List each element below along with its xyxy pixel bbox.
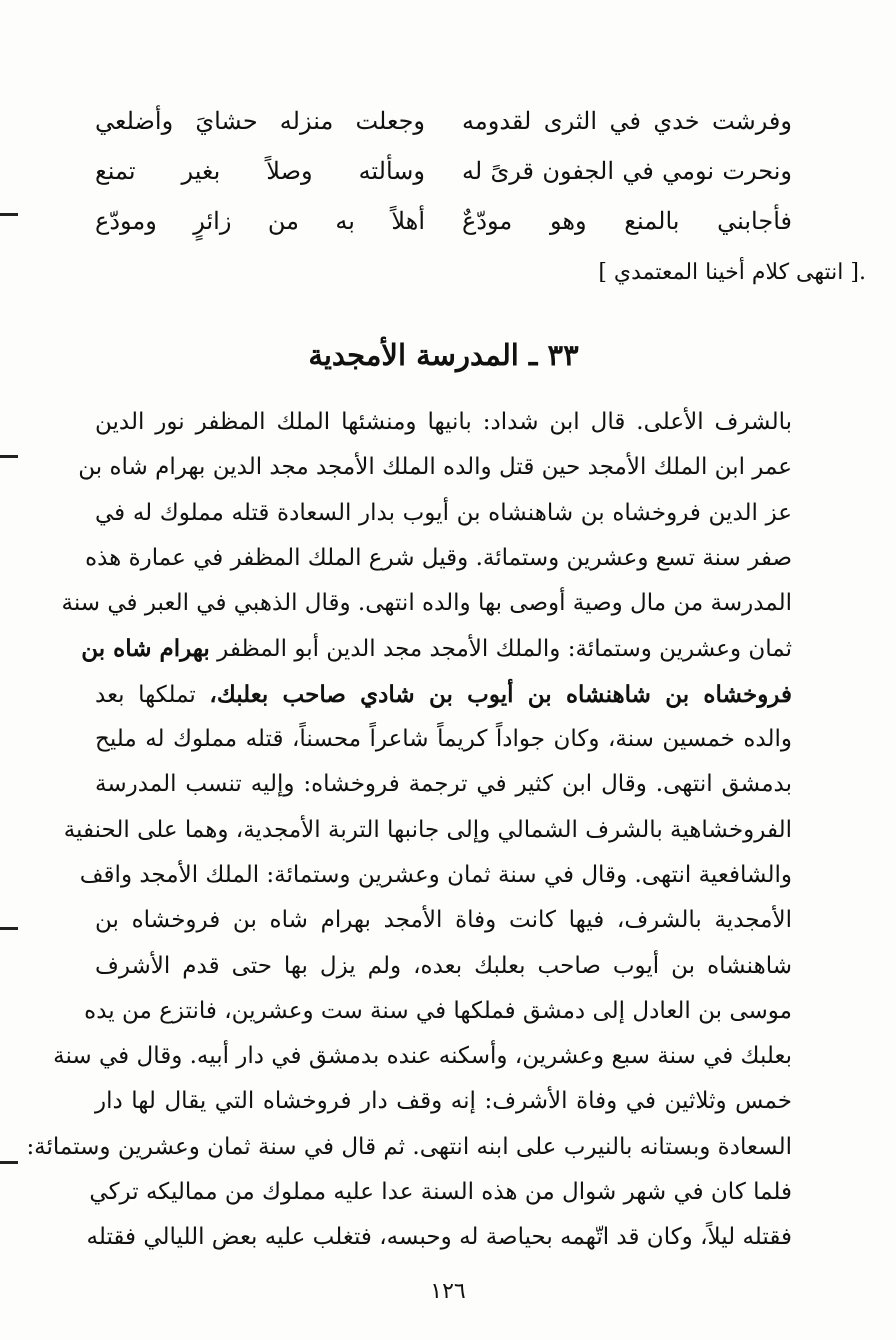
text-line — [95, 400, 792, 445]
text-segment: بعلبك في سنة سبع وعشرين، وأسكنه عنده بدمشق في دار أبيه. وقال في سنة — [53, 1043, 792, 1070]
edge-mark — [0, 1161, 18, 1164]
text-segment: خمس وثلاثين في وفاة الأشرف: إنه وقف دار فروخشاه التي يقال لها دار — [95, 1088, 792, 1115]
verse-line — [95, 196, 792, 246]
text-line — [85, 536, 792, 581]
page-number: ١٢٦ — [430, 1279, 466, 1304]
bold-text-segment: فروخشاه بن شاهنشاه بن أيوب بن شادي صاحب بعلبك، — [209, 680, 792, 708]
section-heading: ٣٣ ـ المدرسة الأمجدية — [308, 338, 579, 372]
text-line — [95, 762, 792, 807]
verse-line — [95, 96, 792, 146]
text-segment: عمر ابن الملك الأمجد حين قتل والده الملك الأمجد مجد الدين بهرام شاه بن — [78, 454, 792, 481]
text-segment: عز الدين فروخشاه بن شاهنشاه بن أيوب بدار السعادة قتله مملوك له في — [95, 499, 792, 526]
text-segment: المدرسة من مال وصية أوصى بها والده انتهى. وقال الذهبي في العبر في سنة — [61, 590, 792, 617]
text-line — [61, 581, 792, 626]
text-line — [95, 898, 792, 943]
text-line — [95, 491, 792, 536]
text-segment: موسى بن العادل إلى دمشق فملكها في سنة ست وعشرين، فانتزع من يده — [84, 997, 792, 1024]
text-line — [86, 1215, 792, 1260]
verse-first-hemistich: وفرشت خدي في الثرى لقدومه — [462, 107, 792, 135]
verse-second-hemistich: وسألته وصلاً بغير تمنع — [95, 157, 425, 185]
edge-mark — [0, 927, 18, 930]
text-segment: السعادة وبستانه بالنيرب على ابنه انتهى. ثم قال في سنة ثمان وعشرين وستمائة: — [26, 1133, 792, 1160]
edge-mark — [0, 455, 18, 458]
text-segment: صفر سنة تسع وعشرين وستمائة. وقيل شرع الملك المظفر في عمارة هذه — [85, 544, 792, 571]
text-segment: بالشرف الأعلى. قال ابن شداد: بانيها ومنشئها الملك المظفر نور الدين — [95, 409, 792, 435]
verse-second-hemistich: أهلاً به من زائرٍ ومودّع — [95, 207, 425, 235]
text-line — [26, 1125, 792, 1170]
text-line — [79, 853, 792, 898]
verse-first-hemistich: فأجابني بالمنع وهو مودّعٌ — [462, 207, 792, 235]
text-segment: والده خمسين سنة، وكان جواداً كريماً شاعراً محسناً، قتله مملوك له مليح — [95, 726, 792, 753]
text-line — [89, 1170, 792, 1215]
bold-text-segment: بهرام شاه بن — [81, 635, 210, 663]
text-segment: شاهنشاه بن أيوب صاحب بعلبك بعده، ولم يزل بها حتى قدم الأشرف — [95, 952, 792, 979]
body-text — [26, 400, 792, 1261]
text-line — [95, 672, 792, 717]
text-line — [95, 717, 792, 762]
text-segment: الفروخشاهية بالشرف الشمالي وإلى جانبها التربة الأمجدية، وهما على الحنفية — [63, 816, 792, 843]
text-line — [53, 1034, 792, 1079]
text-line — [95, 944, 792, 989]
verse-second-hemistich: وجعلت منزله حشايَ وأضلعي — [95, 107, 425, 135]
text-segment: فقتله ليلاً، وكان قد اتّهمه بحياصة له وحبسه، فتغلب عليه بعض الليالي فقتله — [86, 1224, 792, 1251]
text-line — [63, 808, 792, 853]
closing-note: [ انتهى كلام أخينا المعتمدي ]. — [598, 260, 866, 285]
text-segment: الأمجدية بالشرف، فيها كانت وفاة الأمجد بهرام شاه بن فروخشاه بن — [95, 907, 792, 934]
verse-first-hemistich: ونحرت نومي في الجفون قرىً له — [462, 157, 792, 185]
text-line — [95, 1079, 792, 1124]
text-line — [78, 445, 792, 490]
verse-line — [95, 146, 792, 196]
text-segment: فلما كان في شهر شوال من هذه السنة عدا عليه مملوك من مماليكه تركي — [89, 1179, 792, 1206]
text-segment: تملكها بعد — [95, 681, 210, 708]
poem-block — [95, 96, 792, 246]
text-line — [84, 989, 792, 1034]
text-segment: ثمان وعشرين وستمائة: والملك الأمجد مجد الدين أبو المظفر — [209, 636, 792, 663]
text-segment: والشافعية انتهى. وقال في سنة ثمان وعشرين وستمائة: الملك الأمجد واقف — [79, 861, 792, 888]
text-segment: بدمشق انتهى. وقال ابن كثير في ترجمة فروخشاه: وإليه تنسب المدرسة — [95, 771, 792, 798]
text-line — [81, 626, 792, 671]
edge-mark — [0, 213, 18, 216]
